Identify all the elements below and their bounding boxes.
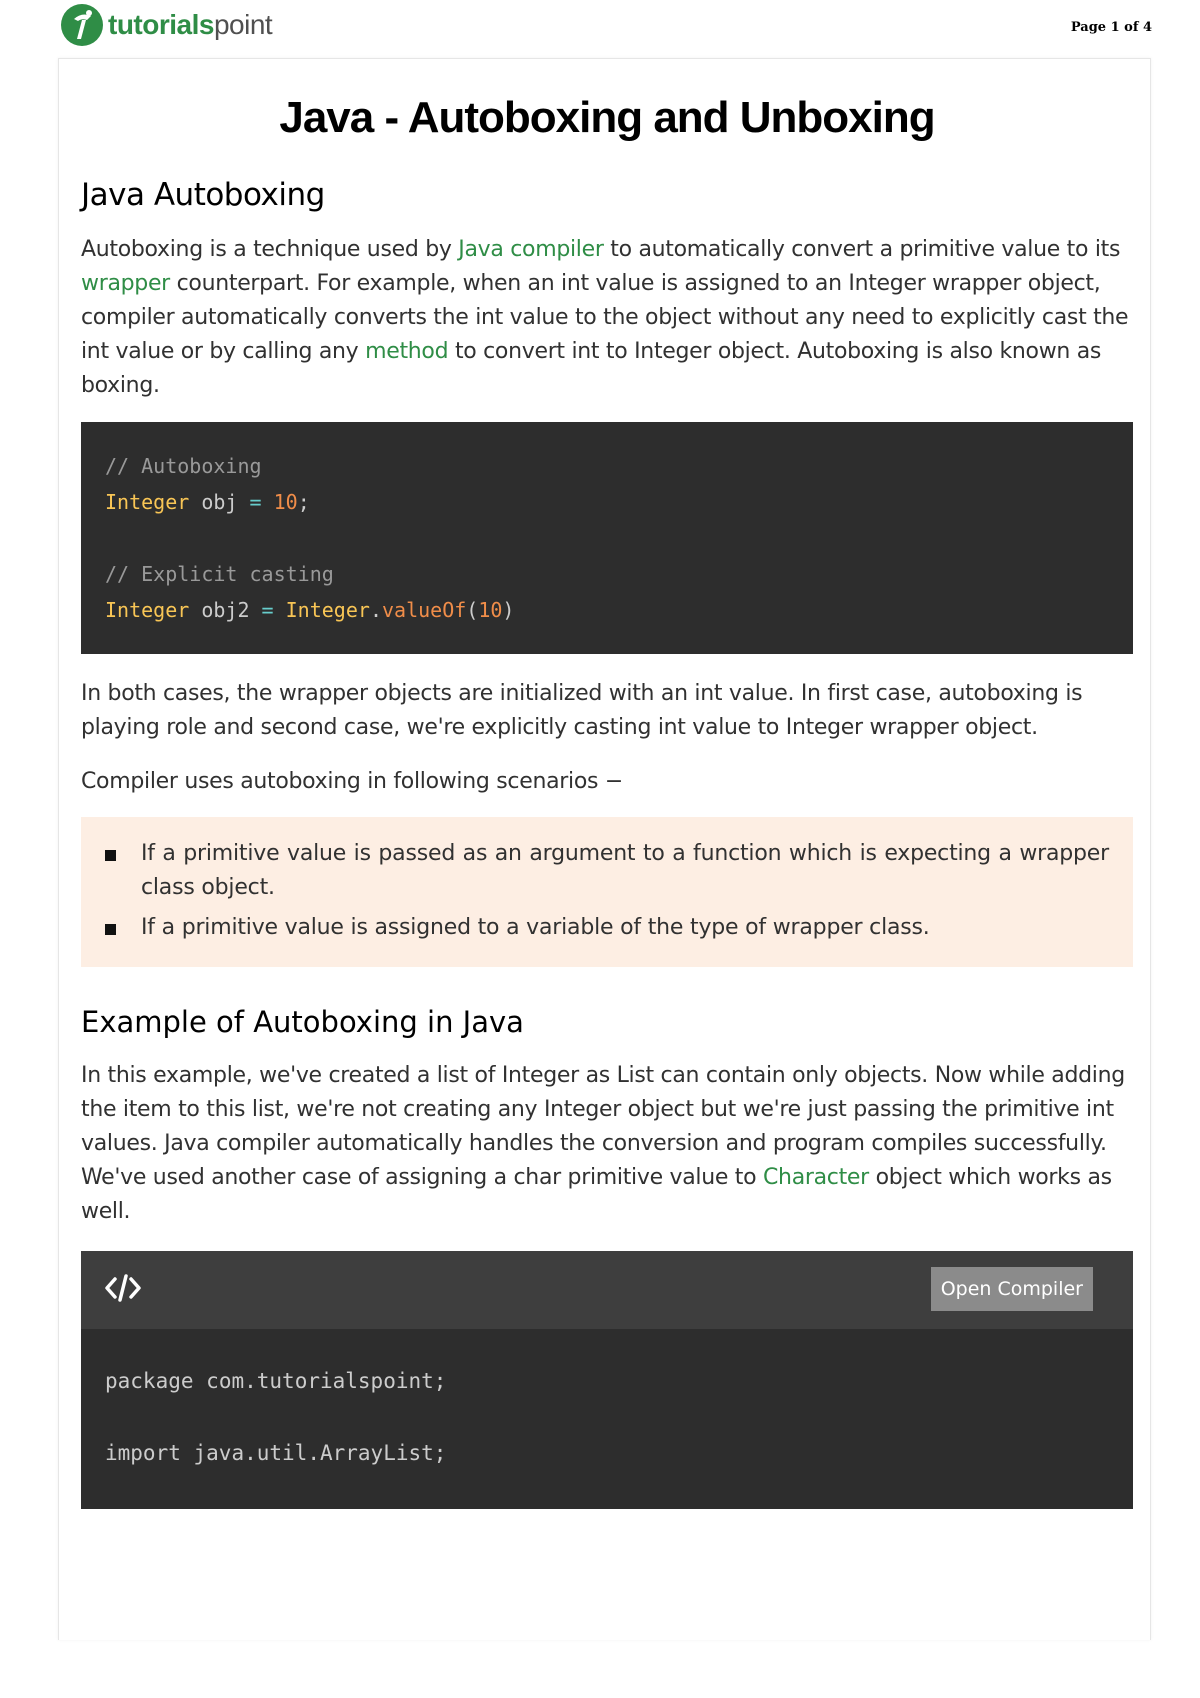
autoboxing-code-block[interactable] — [81, 422, 1133, 654]
page-title: Java - Autoboxing and Unboxing — [279, 93, 935, 142]
example-text-2: object which works as well. — [81, 1165, 1112, 1224]
code-punctuation: ; — [433, 1441, 447, 1465]
both-cases-paragraph: In both cases, the wrapper objects are initialized with an int value. In first case, autoboxing is playing role and second case, we're explicitly casting int value to Integer wrapper object. — [81, 681, 1083, 740]
page-frame — [58, 58, 1151, 1640]
tutorialspoint-logo[interactable] — [60, 2, 272, 48]
code-class: Integer — [285, 598, 370, 622]
code-function: valueOf — [381, 598, 467, 622]
java-compiler-link[interactable]: Java compiler — [458, 237, 604, 262]
section-heading-example-autoboxing: Example of Autoboxing in Java — [81, 1005, 524, 1039]
code-operator: = — [261, 598, 274, 622]
code-number: 10 — [273, 490, 298, 514]
code-punctuation: ( — [466, 598, 479, 622]
code-variable: obj2 — [189, 598, 262, 622]
example-code-block[interactable] — [81, 1329, 1133, 1509]
code-line — [105, 448, 1109, 484]
code-punctuation: ; — [433, 1369, 447, 1393]
code-variable: obj — [189, 490, 250, 514]
open-compiler-button[interactable]: Open Compiler — [931, 1267, 1093, 1311]
code-operator: = — [249, 490, 262, 514]
code-type: Integer — [105, 598, 190, 622]
code-comment: // Explicit casting — [105, 562, 334, 586]
scenarios-list — [105, 837, 1109, 945]
section-heading-java-autoboxing: Java Autoboxing — [81, 177, 325, 213]
code-punctuation: ) — [502, 598, 515, 622]
code-package: tutorialspoint — [256, 1369, 434, 1393]
code-package: util — [256, 1441, 308, 1465]
page-indicator: Page 1 of 4 — [1070, 20, 1152, 35]
scenario-item: If a primitive value is passed as an argument to a function which is expecting a wrapper class object. — [105, 837, 1109, 905]
code-blank-line — [105, 520, 1109, 556]
code-line — [105, 484, 1109, 520]
code-line — [105, 1435, 1109, 1471]
logo-wordmark — [108, 9, 272, 41]
code-punctuation: ; — [297, 490, 310, 514]
example-text-1: In this example, we've created a list of Integer as List can contain only objects. Now while adding the item to this list, we're not creating any Integer object but we're just passing the primitive int values. Java compiler automatically handles the conversion and program compiles successfully. We've used another case of assigning a char primitive value to — [81, 1063, 1125, 1190]
autoboxing-intro-paragraph — [81, 233, 1133, 403]
code-class: ArrayList — [319, 1441, 434, 1465]
page-header — [0, 0, 1200, 55]
logo-wordmark-point: point — [213, 9, 273, 40]
tutorialspoint-logo-icon — [60, 3, 104, 47]
logo-wordmark-tutorials: tutorials — [108, 9, 214, 40]
code-keyword: import — [105, 1441, 181, 1465]
code-punctuation: . — [244, 1441, 257, 1465]
code-icon — [105, 1273, 141, 1303]
code-line — [105, 556, 1109, 592]
code-line — [105, 1363, 1109, 1399]
intro-text-4: to convert int to Integer object. Autoboxing is also known as boxing. — [81, 339, 1102, 398]
code-punctuation: . — [307, 1441, 320, 1465]
scenario-item: If a primitive value is assigned to a variable of the type of wrapper class. — [105, 911, 1109, 945]
code-type: Integer — [105, 490, 190, 514]
wrapper-link[interactable]: wrapper — [81, 271, 170, 296]
code-package: java — [193, 1441, 245, 1465]
code-keyword: package — [105, 1369, 194, 1393]
code-punctuation: . — [244, 1369, 257, 1393]
article-content — [81, 59, 1133, 1509]
method-link[interactable]: method — [365, 339, 449, 364]
code-line — [105, 592, 1109, 628]
example-description-paragraph — [81, 1059, 1133, 1229]
scenarios-note-box — [81, 817, 1133, 967]
code-blank-line — [105, 1399, 1109, 1435]
intro-text-3: counterpart. For example, when an int value is assigned to an Integer wrapper object, compiler automatically converts the int value to the object without any need to explicitly cast the int value or by calling any — [81, 271, 1129, 364]
code-punctuation: . — [369, 598, 382, 622]
compiler-widget — [81, 1251, 1133, 1509]
intro-text-2: to automatically convert a primitive value to its — [603, 237, 1121, 262]
compiler-header — [81, 1251, 1133, 1329]
character-link[interactable]: Character — [762, 1165, 869, 1190]
code-number: 10 — [478, 598, 503, 622]
code-blank-line — [105, 1351, 1109, 1363]
intro-text-1: Autoboxing is a technique used by — [81, 237, 459, 262]
scenarios-intro-paragraph: Compiler uses autoboxing in following scenarios − — [81, 769, 623, 794]
code-comment: // Autoboxing — [105, 454, 262, 478]
code-package: com — [206, 1369, 245, 1393]
